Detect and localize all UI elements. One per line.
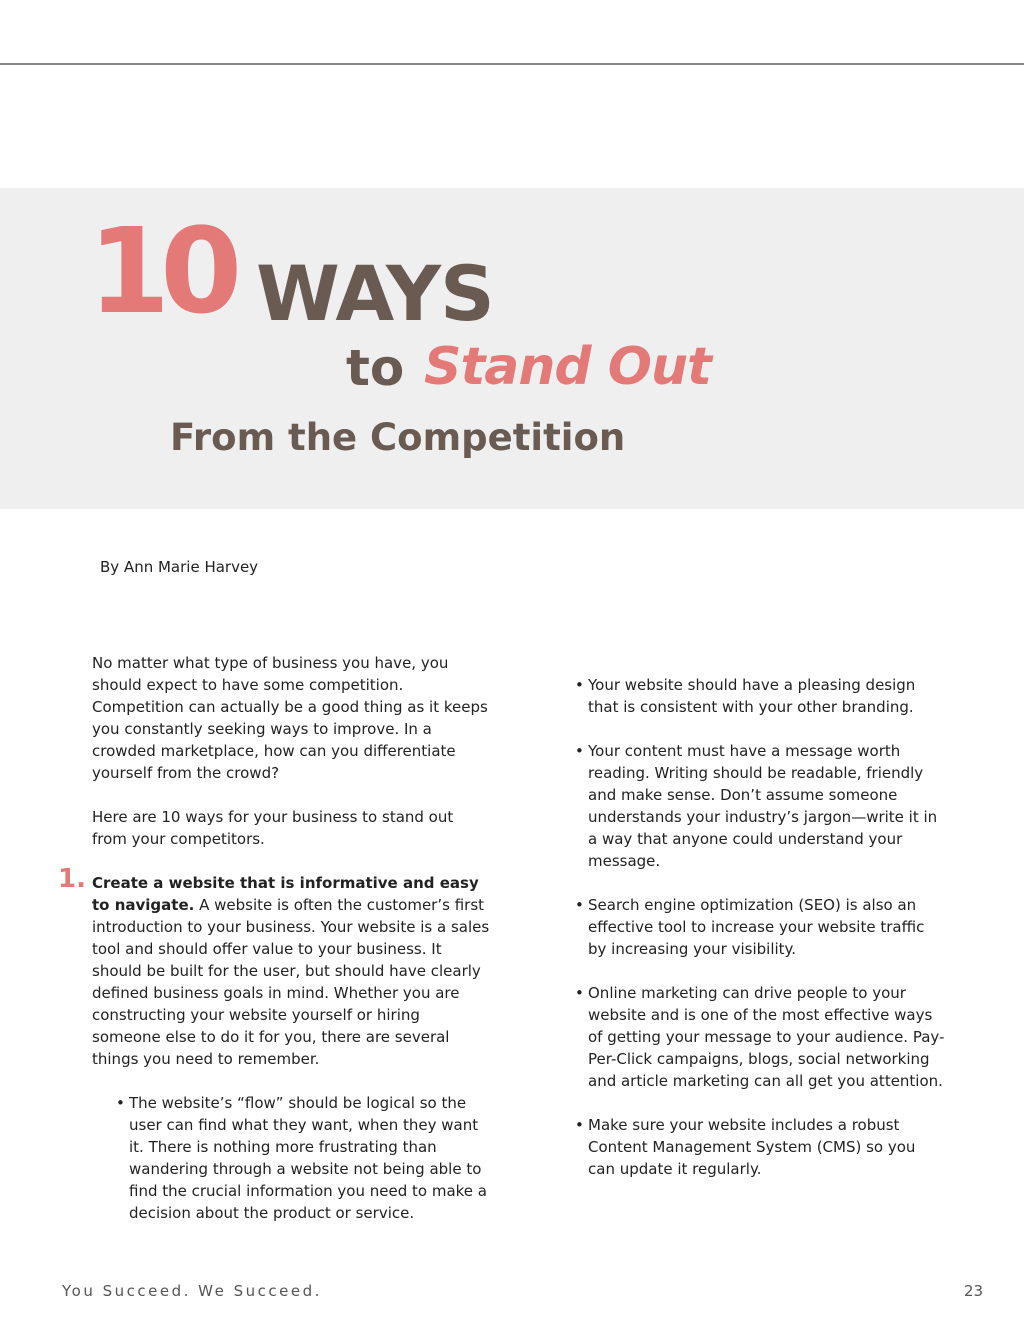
title-number: 10 <box>88 202 233 340</box>
title-ways: WAYS <box>256 249 494 338</box>
title-to: to <box>346 339 405 397</box>
title-stand-out: Stand Out <box>424 337 711 397</box>
bullet-text: The website’s “flow” should be logical so the user can find what they want, when they want it. There is nothing more frustrating than wandering through a website not being able to find the crucial information you need to make a decision about the product or service. <box>129 1094 487 1222</box>
bullet-item <box>575 894 945 960</box>
page-number: 23 <box>964 1282 984 1300</box>
bullet-text: Your content must have a message worth reading. Writing should be readable, friendly and make sense. Don’t assume someone understands your industry’s jargon—write it in a way that anyone could understand your message. <box>588 742 938 870</box>
list-item-1 <box>58 864 492 1070</box>
bullet-dot: • <box>575 1116 584 1134</box>
bullet-dot: • <box>575 742 584 760</box>
intro-paragraph: No matter what type of business you have, you should expect to have some competition. Competition can actually be a good thing as it keeps you constantly seeking ways to improve. In a crowded marketplace, how can you differentiate yourself from the crowd? <box>92 654 488 782</box>
bullet-text: Search engine optimization (SEO) is also an effective tool to increase your website traffic by increasing your visibility. <box>588 896 925 958</box>
bullet-text: Online marketing can drive people to your website and is one of the most effective ways of getting your message to your audience. Pay-Per-Click campaigns, blogs, social networking and article marketing can all get you attention. <box>588 984 945 1090</box>
item-text <box>92 872 492 1070</box>
left-column <box>58 652 492 1224</box>
right-column <box>575 674 945 1180</box>
intro-paragraph: Here are 10 ways for your business to stand out from your competitors. <box>92 808 454 848</box>
bullet-item <box>575 740 945 872</box>
bullet-dot: • <box>575 676 584 694</box>
item-number: 1. <box>58 864 86 894</box>
top-rule <box>0 63 1024 65</box>
item-body: A website is often the customer’s first introduction to your business. Your website is a sales tool and should offer value to your business. It should be built for the user, but should have clearly defined business goals in mind. Whether you are constructing your website yourself or hiring someone else to do it for you, there are several things you need to remember. <box>92 896 490 1068</box>
bullet-text: Make sure your website includes a robust Content Management System (CMS) so you can update it regularly. <box>588 1116 916 1178</box>
bullet-item <box>575 982 945 1092</box>
bullet-item <box>116 1092 492 1224</box>
footer-tagline: You Succeed. We Succeed. <box>62 1282 322 1300</box>
bullet-text: Your website should have a pleasing design that is consistent with your other branding. <box>588 676 916 716</box>
bullet-item <box>575 1114 945 1180</box>
bullet-dot: • <box>575 984 584 1002</box>
item-lead: Create a website that is informative and easy to navigate. <box>92 874 479 914</box>
bullet-dot: • <box>575 896 584 914</box>
bullet-item <box>575 674 945 718</box>
byline: By Ann Marie Harvey <box>100 558 259 576</box>
bullet-dot: • <box>116 1094 125 1112</box>
title-subtitle: From the Competition <box>170 416 626 459</box>
